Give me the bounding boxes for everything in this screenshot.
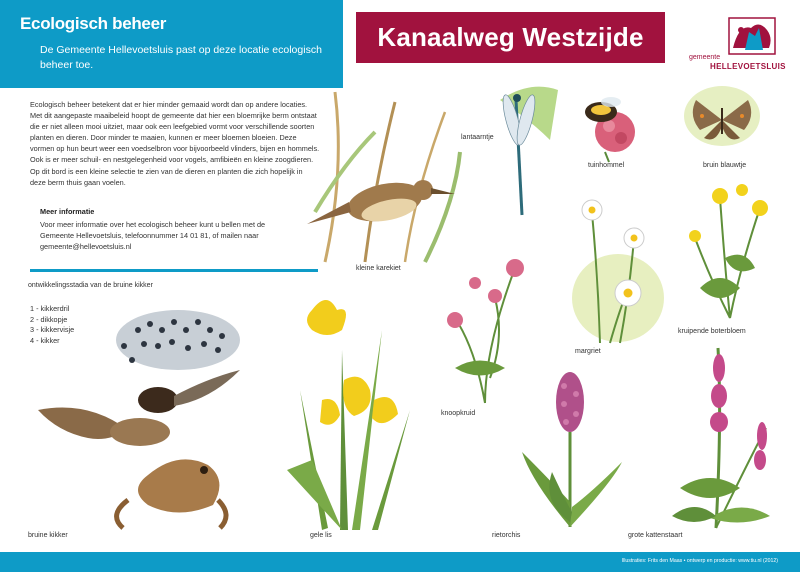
divider [30,269,318,272]
label-bruine-kikker: bruine kikker [28,532,68,539]
logo-text-hellevoetsluis: HELLEVOETSLUIS [710,62,786,71]
lantaarntje-illustration [470,80,560,220]
label-knoopkruid: knoopkruid [441,410,476,417]
section-subtitle: De Gemeente Hellevoetsluis past op deze locatie ecologisch beheer toe. [40,44,322,71]
label-gele-lis: gele lis [310,532,332,539]
tuinhommel-illustration [575,92,645,162]
info-title: Meer informatie [40,207,95,216]
label-kleine-karekiet: kleine karekiet [356,265,401,272]
label-kruipende-boterbloem: kruipende boterbloem [678,328,746,335]
label-margriet: margriet [575,348,601,355]
rietorchis-illustration [522,372,622,527]
stage-item: 3 - kikkervisje [30,325,75,335]
label-lantaarntje: lantaarntje [461,134,494,141]
development-title: ontwikkelingsstadia van de bruine kikker [28,282,153,289]
section-title: Ecologisch beheer [20,14,167,33]
stage-item: 4 - kikker [30,336,60,346]
margriet-illustration [570,198,665,343]
footer-credits: Illustraties: Frits den Maas • ontwerp en productie: www.tiu.nl (2012) [621,558,778,564]
info-body: Voor meer informatie over het ecologisch beheer kunt u bellen met de Gemeente Hellevoetsluis, telefoonnummer 14 01 81, of mailen naar gemeente@hellevoetsluis.nl [40,220,266,251]
knoopkruid-illustration [435,258,535,403]
label-rietorchis: rietorchis [492,532,521,539]
stage-item: 1 - kikkerdril [30,304,70,313]
grote-kattenstaart-illustration [670,348,780,528]
kruipende-boterbloem-illustration [680,178,775,318]
bruin-blauwtje-illustration [682,86,762,156]
kleine-karekiet-illustration [305,92,465,262]
intro-paragraph: Ecologisch beheer betekent dat er hier minder gemaaid wordt dan op andere locaties. Met dit aangepaste maaibeleid hoopt de gemeente dat hier een bloemrijke berm ontstaat die er niet alleen mooi uitziet, maar ook een leefgebied vormt voor verschillende soorten planten en dieren. Door minder te maaien, kunnen er meer bloemen bloeien. Deze vormen op hun beurt weer een voedselbron voor bijvoorbeeld vlinders, bijen en hommels. Ook is er meer schuil- en nestgelegenheid voor vogels, amfibieën en kleine zoogdieren. Op dit bord is een kleine selectie te zien van de dieren en planten die zich hopelijk in deze berm thuis gaan voelen. [30,100,320,187]
logo-text-gemeente: gemeente [689,54,721,61]
gele-lis-illustration [282,290,417,530]
stage-item: 2 - dikkopje [30,314,68,324]
label-tuinhommel: tuinhommel [588,162,625,169]
bruine-kikker-illustration [28,300,243,530]
label-grote-kattenstaart: grote kattenstaart [628,532,683,539]
location-title: Kanaalweg Westzijde [377,22,644,52]
label-bruin-blauwtje: bruin blauwtje [703,162,747,169]
